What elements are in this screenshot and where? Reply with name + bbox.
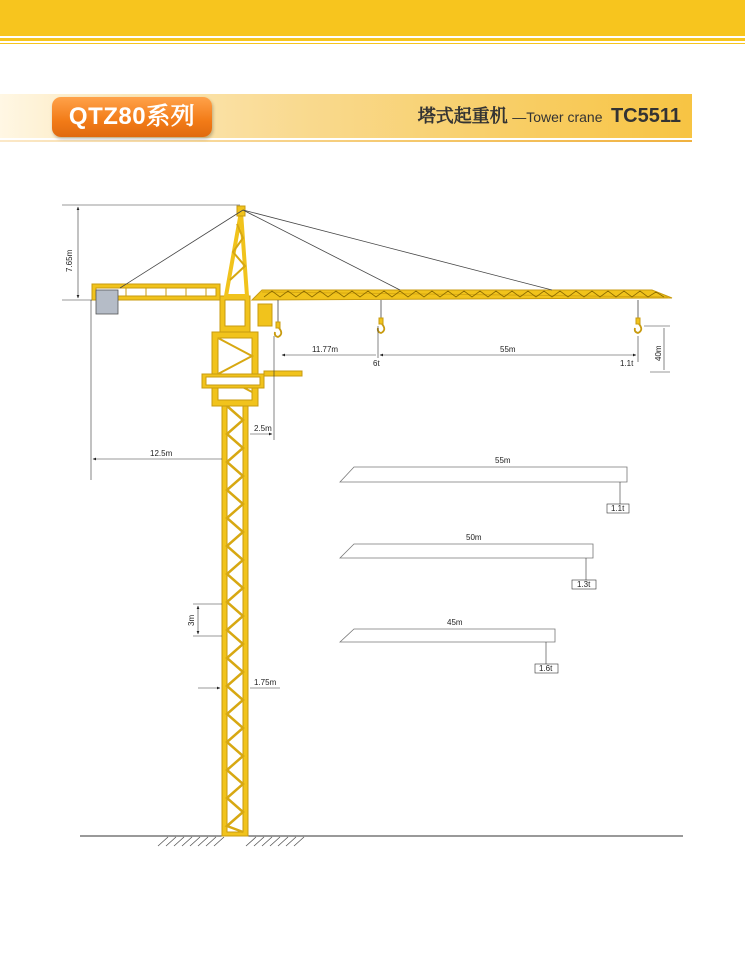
label-counter-jib: 12.5m [150, 449, 173, 458]
climbing-frame [202, 332, 302, 406]
load-length-45: 45m [447, 618, 463, 627]
label-jib-length: 55m [500, 345, 516, 354]
load-length-50: 50m [466, 533, 482, 542]
label-mast-width: 1.75m [254, 678, 277, 687]
label-top-height: 7.65m [65, 249, 74, 272]
load-value-45: 1.6t [539, 664, 553, 673]
title-chinese: 塔式起重机 [417, 106, 508, 126]
load-value-55: 1.1t [611, 504, 625, 513]
counterweight [96, 290, 118, 314]
label-tip-height: 40m [654, 345, 663, 361]
load-diagram-55 [340, 456, 629, 513]
load-diagram-45 [340, 618, 558, 673]
label-tip-load: 1.1t [620, 359, 634, 368]
label-hook-load-mid: 6t [373, 359, 380, 368]
mast [222, 402, 248, 836]
hook-icon [275, 300, 281, 337]
load-value-50: 1.3t [577, 580, 591, 589]
title-english: —Tower crane [512, 109, 603, 125]
load-length-55: 55m [495, 456, 511, 465]
hook-icon-mid [378, 300, 384, 333]
dimension-jib [378, 326, 638, 362]
tie-rods [120, 210, 552, 290]
label-collar-offset: 2.5m [254, 424, 272, 433]
ground-hatch [158, 837, 304, 846]
label-section-height: 3m [187, 614, 196, 626]
label-min-radius: 11.77m [312, 345, 339, 354]
series-badge: QTZ80系列 [52, 97, 212, 137]
tower-head [220, 206, 272, 332]
jib [252, 290, 672, 300]
model-number: TC5511 [610, 105, 681, 127]
hook-icon-tip [635, 300, 641, 333]
dimension-section-height [193, 604, 222, 636]
load-diagram-50 [340, 533, 596, 589]
